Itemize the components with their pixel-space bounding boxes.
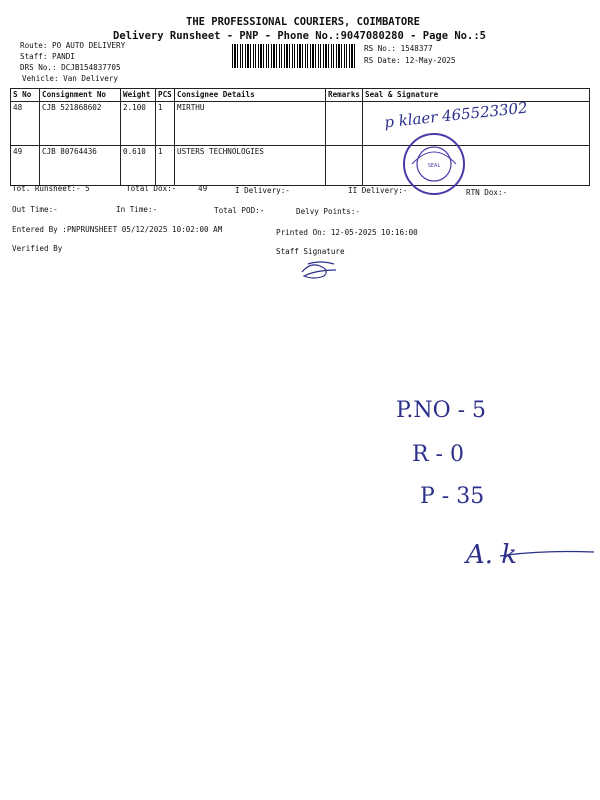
table-row <box>11 146 590 186</box>
row-sno: 48 <box>11 102 40 146</box>
handwritten-signature: A. k <box>466 540 518 570</box>
col-consignee: Consignee Details <box>175 89 326 102</box>
row-weight: 2.100 <box>121 102 156 146</box>
receiver-handwritten-signature: p klaer 465523302 <box>383 98 529 132</box>
col-weight: Weight <box>121 89 156 102</box>
total-dox-value: 49 <box>198 184 208 193</box>
barcode <box>232 44 356 68</box>
staff-label: Staff: PANDI <box>20 52 75 61</box>
row-consignee: MIRTHU <box>175 102 326 146</box>
drs-number: DRS No.: DCJB154837705 <box>20 63 121 72</box>
staff-signature-scribble <box>296 258 346 282</box>
row-seal <box>363 146 590 186</box>
out-time: Out Time:- <box>12 205 58 214</box>
handwritten-p: P - 35 <box>420 484 485 509</box>
row-sno: 49 <box>11 146 40 186</box>
col-pcs: PCS <box>156 89 175 102</box>
route-label: Route: PO AUTO DELIVERY <box>20 41 126 50</box>
row-remarks <box>326 102 363 146</box>
in-time: In Time:- <box>116 205 158 214</box>
col-remarks: Remarks <box>326 89 363 102</box>
row-consignee: USTERS TECHNOLOGIES <box>175 146 326 186</box>
printed-on: Printed On: 12-05-2025 10:16:00 <box>276 228 418 237</box>
row-consignment: CJB 80764436 <box>40 146 121 186</box>
rtn-dox: RTN Dox:- <box>466 188 508 197</box>
row-remarks <box>326 146 363 186</box>
vehicle-label: Vehicle: Van Delivery <box>22 74 119 83</box>
svg-text:SEAL: SEAL <box>427 163 441 169</box>
entered-by: Entered By :PNPRUNSHEET 05/12/2025 10:02:00 AM <box>12 225 223 234</box>
handwritten-r: R - 0 <box>412 442 464 467</box>
ii-delivery: II Delivery:- <box>348 186 408 195</box>
row-pcs: 1 <box>156 102 175 146</box>
signature-underline <box>500 548 596 560</box>
company-seal-stamp <box>400 130 468 198</box>
handwritten-pno: P.NO - 5 <box>396 398 487 423</box>
total-dox-label: Total Dox:- <box>126 184 177 193</box>
col-sno: S No <box>11 89 40 102</box>
tot-runsheet: Tot. Runsheet:- 5 <box>12 184 90 193</box>
delvy-points: Delvy Points:- <box>296 207 361 216</box>
company-title: THE PROFESSIONAL COURIERS, COIMBATORE <box>186 16 420 28</box>
runsheet-subtitle: Delivery Runsheet - PNP - Phone No.:9047080280 - Page No.:5 <box>113 30 486 42</box>
total-pod: Total POD:- <box>214 206 265 215</box>
rs-date: RS Date: 12-May-2025 <box>364 56 456 65</box>
row-weight: 0.610 <box>121 146 156 186</box>
i-delivery: I Delivery:- <box>235 186 290 195</box>
verified-by: Verified By <box>12 244 63 253</box>
table-header-row <box>11 89 590 102</box>
staff-signature-label: Staff Signature <box>276 247 345 256</box>
row-pcs: 1 <box>156 146 175 186</box>
col-seal: Seal & Signature <box>363 89 590 102</box>
row-consignment: CJB 521868602 <box>40 102 121 146</box>
col-consignment: Consignment No <box>40 89 121 102</box>
rs-number: RS No.: 1548377 <box>364 44 433 53</box>
